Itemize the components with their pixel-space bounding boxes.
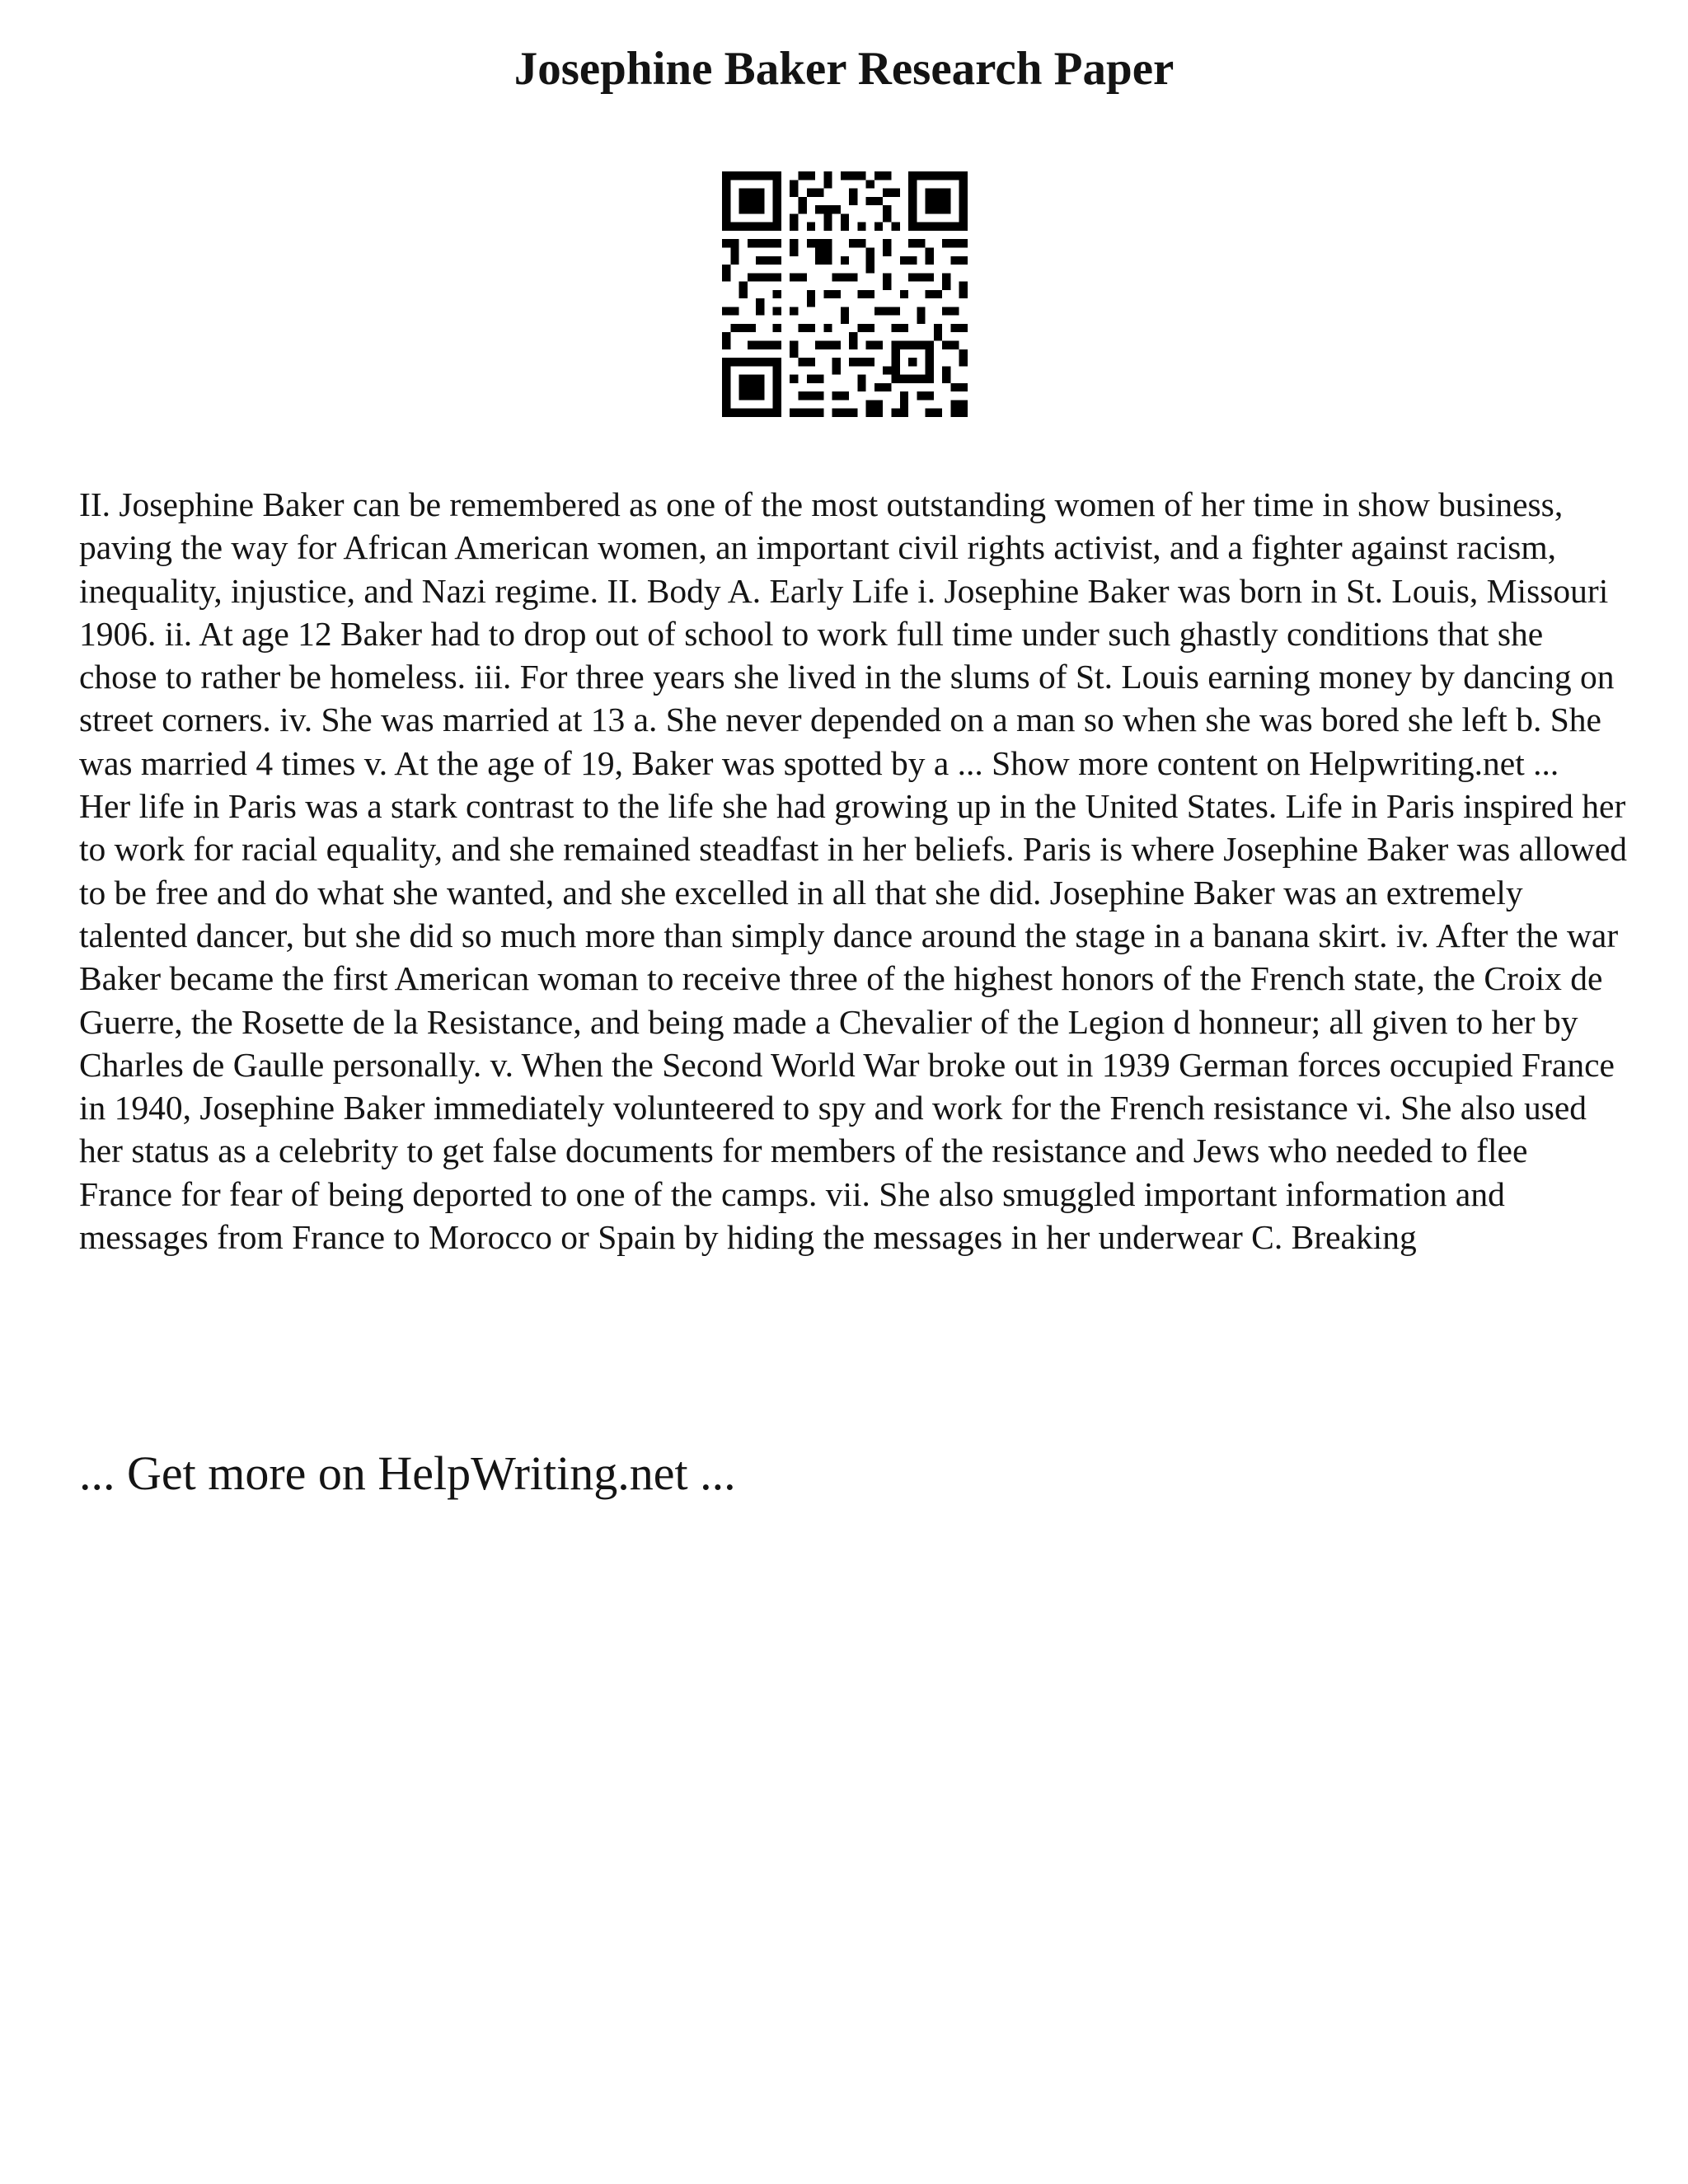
page-title: Josephine Baker Research Paper — [513, 43, 1175, 95]
get-more-link[interactable]: ... Get more on HelpWriting.net ... — [79, 1446, 736, 1500]
document-body — [79, 483, 1629, 1258]
qr-code-image — [722, 171, 968, 417]
paragraph: Her life in Paris was a stark contrast to the life she had growing up in the United States. Life in Paris inspired her to work for racial equality, and she remained steadfast in her beliefs. Paris is where Josephine Baker was allowed to be free and do what she wanted, and she excelled in all that she did. Josephine Baker was an extremely talented dancer, but she did so much more than simply dance around the stage in a banana skirt. iv. After the war Baker became the first American woman to receive three of the highest honors of the French state, the Croix de Guerre, the Rosette de la Resistance, and being made a Chevalier of the Legion d honneur; all given to her by Charles de Gaulle personally. v. When the Second World War broke out in 1939 German forces occupied France in 1940, Josephine Baker immediately volunteered to spy and work for the French resistance vi. She also used her status as a celebrity to get false documents for members of the resistance and Jews who needed to flee France for fear of being deported to one of the camps. vii. She also smuggled important information and messages from France to Morocco or Spain by hiding the messages in her underwear C. Breaking — [79, 787, 1628, 1257]
qr-code-graphic — [722, 171, 968, 417]
paragraph: II. Josephine Baker can be remembered as one of the most outstanding women of her time in show business, paving the way for African American women, an important civil rights activist, and a fighter against racism, inequality, injustice, and Nazi regime. II. Body A. Early Life i. Josephine Baker was born in St. Louis, Missouri 1906. ii. At age 12 Baker had to drop out of school to work full time under such ghastly conditions that she chose to rather be homeless. iii. For three years she lived in the slums of St. Louis earning money by dancing on street corners. iv. She was married at 13 a. She never depended on a man so when she was bored she left b. She was married 4 times v. At the age of 19, Baker was spotted by a ... Show more content on Helpwriting.net ... — [79, 485, 1615, 782]
